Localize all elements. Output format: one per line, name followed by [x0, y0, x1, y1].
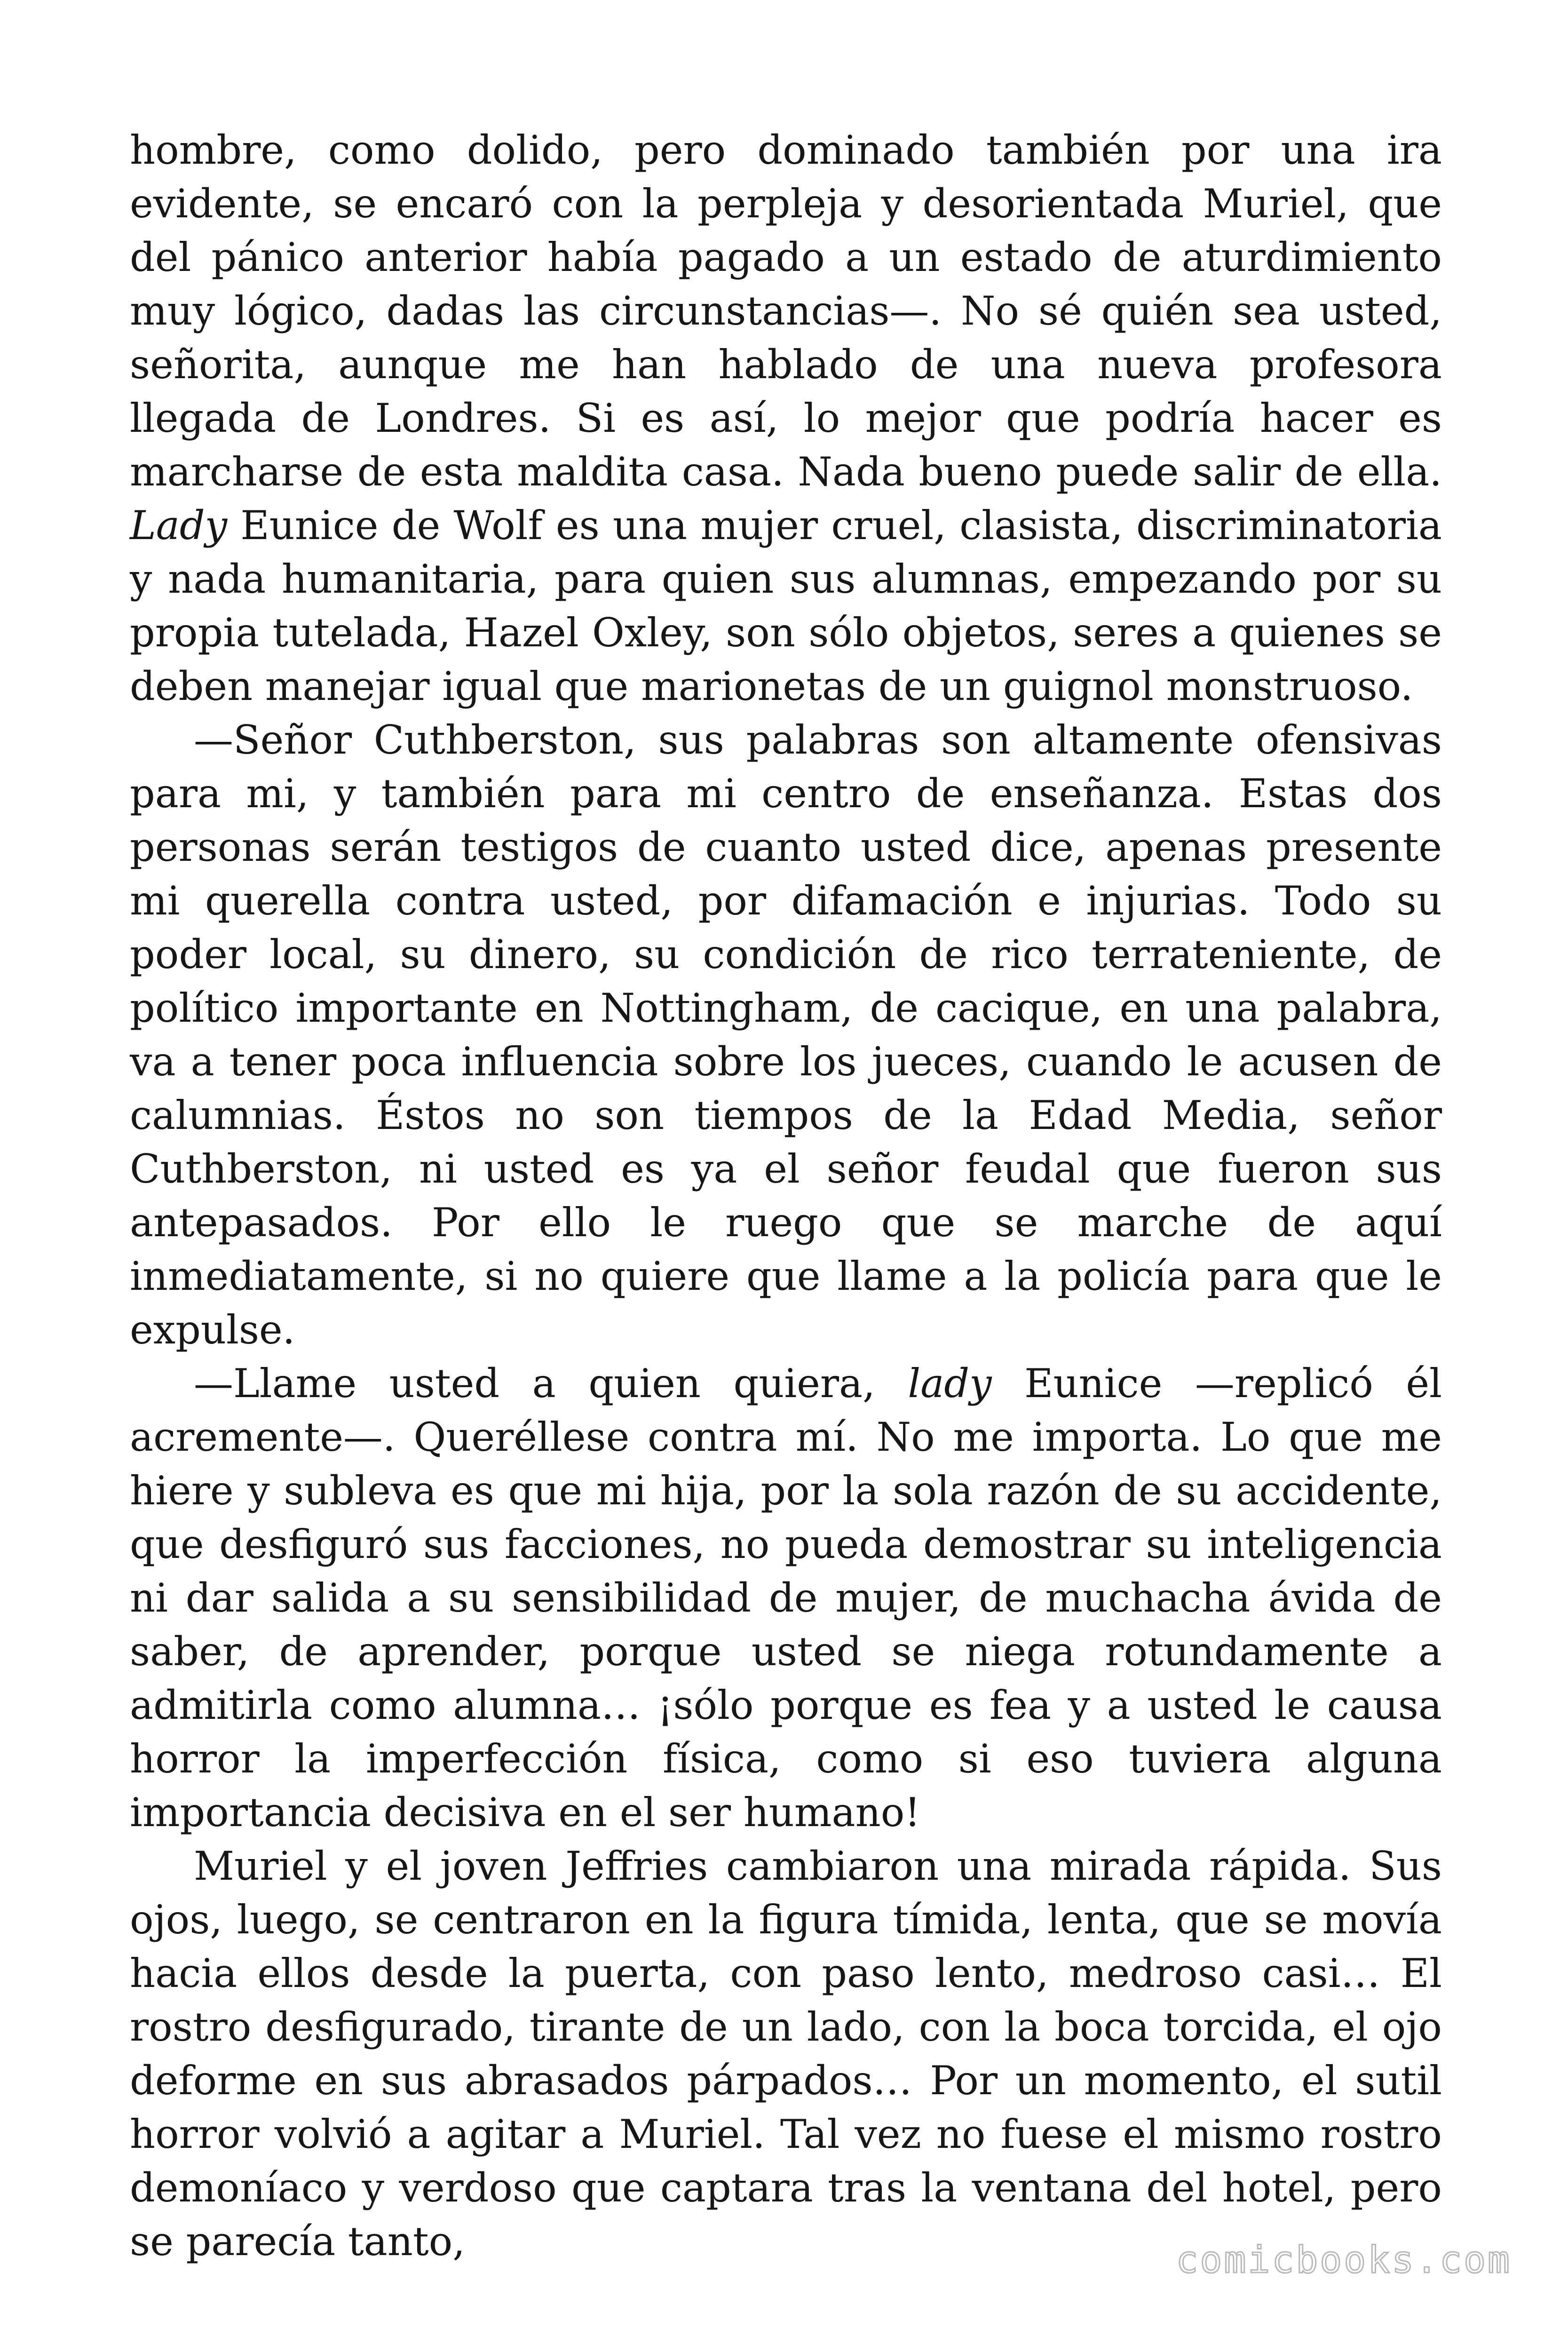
paragraph-3-text-b: Eunice —replicó él acremente—. Queréllese contra mí. No me importa. Lo que me hiere y subleva es que mi hija, por la sola razón de su accidente, que desfiguró sus facciones, no pueda demostrar su inteligencia ni dar salida a su sensibilidad de mujer, de muchacha ávida de saber, de aprender, porque usted se niega rotundamente a admitirla como alumna… ¡sólo porque es fea y a usted le causa horror la imperfección física, como si eso tuviera alguna importancia decisiva en el ser humano! [130, 1360, 1442, 1836]
paragraph-2-text: —Señor Cuthberston, sus palabras son altamente ofensivas para mi, y también para mi centro de enseñanza. Estas dos personas serán testigos de cuanto usted dice, apenas presente mi querella contra usted, por difamación e injurias. Todo su poder local, su dinero, su condición de rico terrateniente, de político importante en Nottingham, de cacique, en una palabra, va a tener poca influencia sobre los jueces, cuando le acusen de calumnias. Éstos no son tiempos de la Edad Media, señor Cuthberston, ni usted es ya el señor feudal que fueron sus antepasados. Por ello le ruego que se marche de aquí inmediatamente, si no quiere que llame a la policía para que le expulse. [130, 717, 1442, 1353]
paragraph-2 [130, 713, 1442, 1357]
paragraph-1-text-b: Eunice de Wolf es una mujer cruel, clasista, discriminatoria y nada humanitaria, para quien sus alumnas, empezando por su propia tutelada, Hazel Oxley, son sólo objetos, seres a quienes se deben manejar igual que marionetas de un guignol monstruoso. [130, 502, 1442, 709]
paragraph-3-italic-lady: lady [908, 1360, 992, 1406]
paragraph-3-text-a: —Llame usted a quien quiera, [194, 1360, 908, 1406]
paragraph-1-italic-lady: Lady [130, 502, 228, 548]
paragraph-1 [130, 123, 1442, 713]
paragraph-3 [130, 1357, 1442, 1839]
page-body [130, 123, 1442, 2268]
watermark: comicbooks.com [1176, 2239, 1512, 2281]
paragraph-4 [130, 1839, 1442, 2268]
paragraph-1-text-a: hombre, como dolido, pero dominado también por una ira evidente, se encaró con la perpleja y desorientada Muriel, que del pánico anterior había pagado a un estado de aturdimiento muy lógico, dadas las circunstancias—. No sé quién sea usted, señorita, aunque me han hablado de una nueva profesora llegada de Londres. Si es así, lo mejor que podría hacer es marcharse de esta maldita casa. Nada bueno puede salir de ella. [130, 127, 1442, 495]
paragraph-4-text: Muriel y el joven Jeffries cambiaron una mirada rápida. Sus ojos, luego, se centraron en la figura tímida, lenta, que se movía hacia ellos desde la puerta, con paso lento, medroso casi… El rostro desfigurado, tirante de un lado, con la boca torcida, el ojo deforme en sus abrasados párpados… Por un momento, el sutil horror volvió a agitar a Muriel. Tal vez no fuese el mismo rostro demoníaco y verdoso que captara tras la ventana del hotel, pero se parecía tanto, [130, 1843, 1442, 2265]
